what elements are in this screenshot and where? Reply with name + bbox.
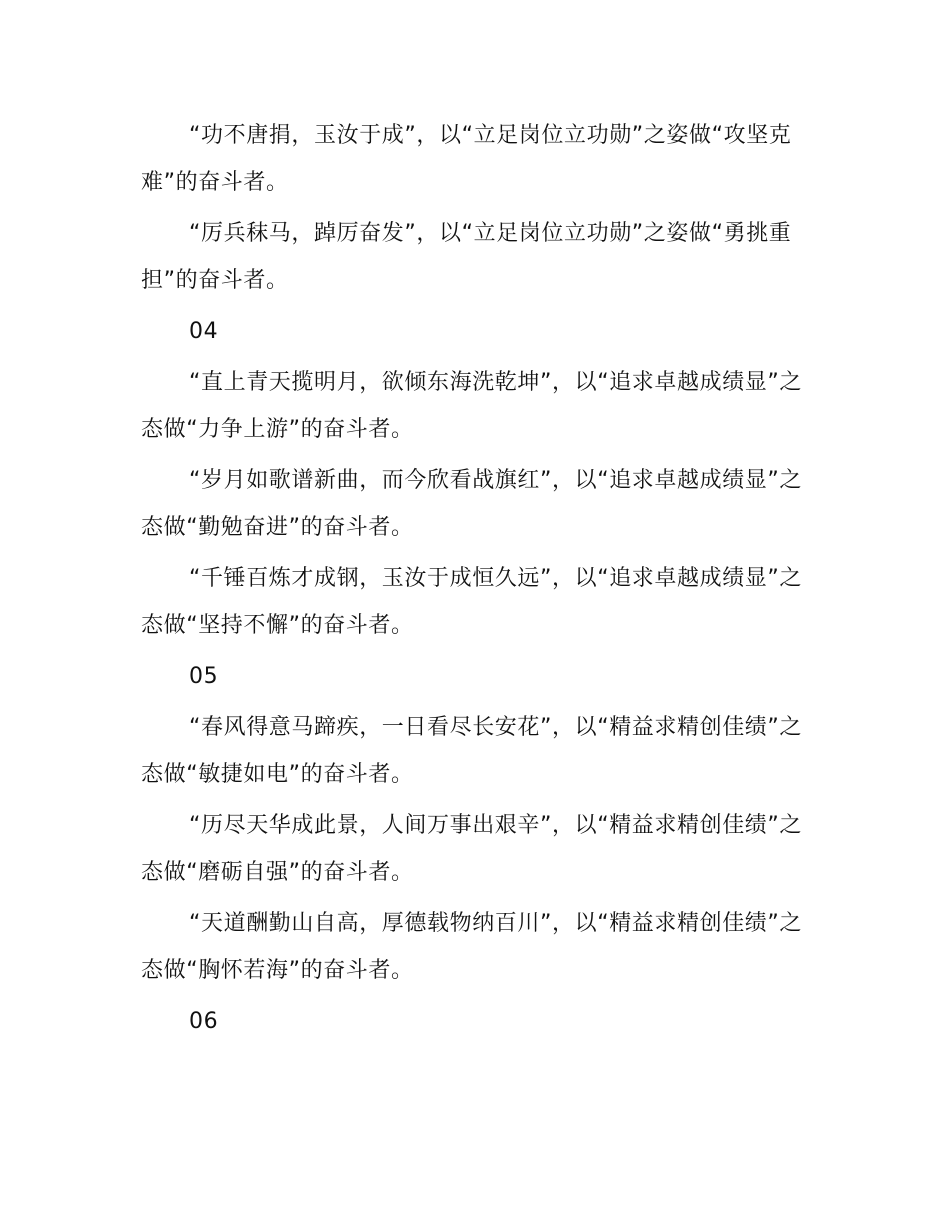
paragraph: “直上青天揽明月，欲倾东海洗乾坤”，以“追求卓越成绩显”之态做“力争上游”的奋斗者。	[141, 370, 802, 442]
paragraph: “春风得意马蹄疾，一日看尽长安花”，以“精益求精创佳绩”之态做“敏捷如电”的奋斗者。	[141, 715, 802, 787]
paragraph: “历尽天华成此景，人间万事出艰辛”，以“精益求精创佳绩”之态做“磨砺自强”的奋斗者。	[141, 813, 802, 885]
section-number: 06	[189, 1009, 219, 1034]
document-body	[141, 112, 813, 1049]
paragraph: “天道酬勤山自高，厚德载物纳百川”，以“精益求精创佳绩”之态做“胸怀若海”的奋斗者。	[141, 911, 802, 983]
section-number: 05	[189, 664, 219, 689]
paragraph: “功不唐捐，玉汝于成”，以“立足岗位立功勋”之姿做“攻坚克难”的奋斗者。	[141, 123, 792, 195]
paragraph: “岁月如歌谱新曲，而今欣看战旗红”，以“追求卓越成绩显”之态做“勤勉奋进”的奋斗者。	[141, 468, 802, 540]
paragraph: “千锤百炼才成钢，玉汝于成恒久远”，以“追求卓越成绩显”之态做“坚持不懈”的奋斗者。	[141, 566, 802, 638]
paragraph: “厉兵秣马，踔厉奋发”，以“立足岗位立功勋”之姿做“勇挑重担”的奋斗者。	[141, 221, 792, 293]
section-number: 04	[189, 319, 219, 344]
